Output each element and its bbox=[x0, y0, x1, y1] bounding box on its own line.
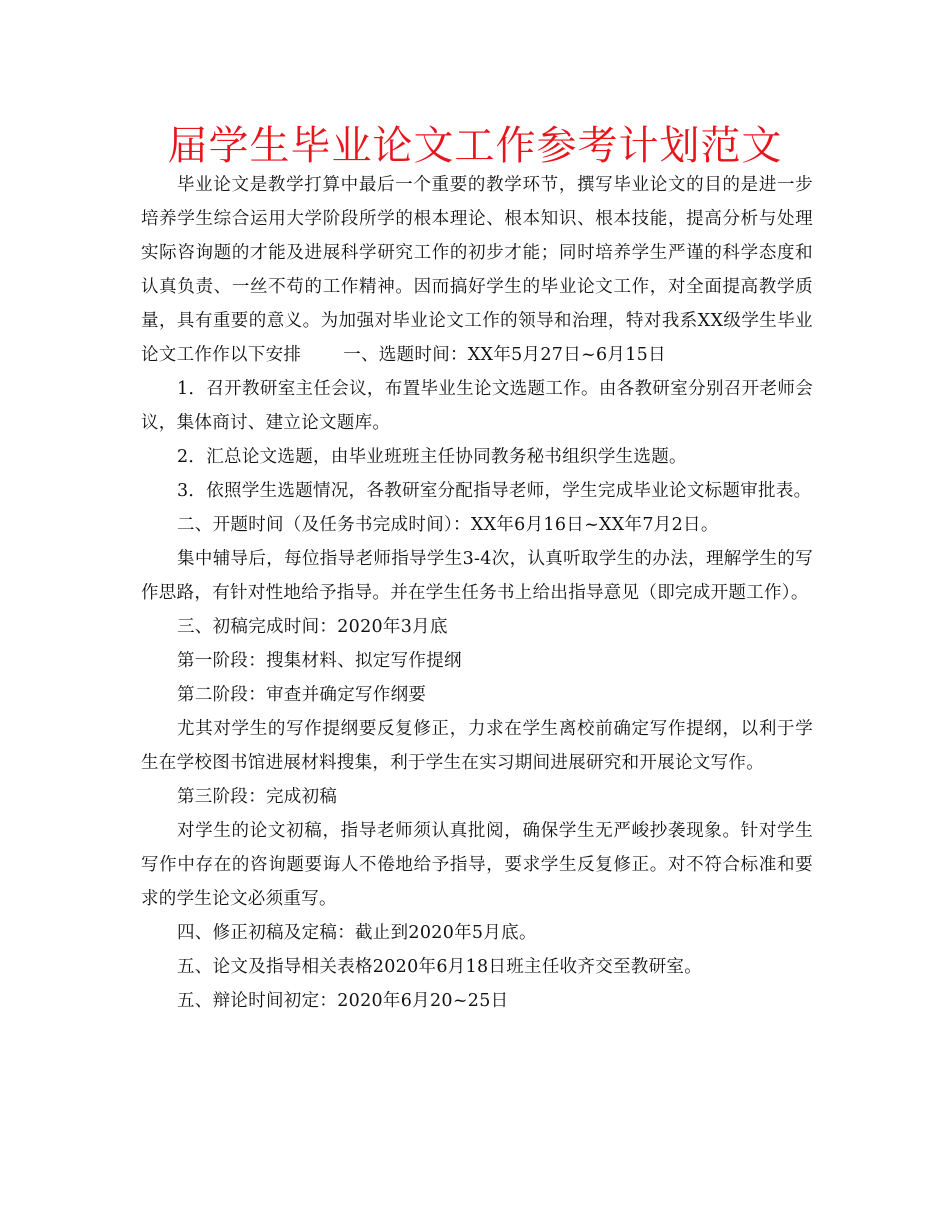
paragraph: 1．召开教研室主任会议，布置毕业生论文选题工作。由各教研室分别召开老师会议，集体商讨、建立论文题库。 bbox=[141, 379, 813, 433]
section-heading-topic-selection: 一、选题时间：XX年5月27日~6月15日 bbox=[343, 345, 666, 365]
paragraph: 2．汇总论文选题，由毕业班班主任协同教务秘书组织学生选题。 bbox=[177, 447, 687, 467]
paragraph: 3．依照学生选题情况，各教研室分配指导老师，学生完成毕业论文标题审批表。 bbox=[177, 481, 812, 501]
paragraph: 对学生的论文初稿，指导老师须认真批阅，确保学生无严峻抄袭现象。针对学生写作中存在的咨询题要诲人不倦地给予指导，要求学生反复修正。对不符合标准和要求的学生论文必须重写。 bbox=[141, 821, 813, 909]
stage-two: 第二阶段：审查并确定写作纲要 bbox=[177, 685, 427, 705]
paragraph: 集中辅导后，每位指导老师指导学生3-4次，认真听取学生的办法，理解学生的写作思路，有针对性地给予指导。并在学生任务书上给出指导意见（即完成开题工作）。 bbox=[141, 549, 813, 603]
intro-text: 毕业论文是教学打算中最后一个重要的教学环节，撰写毕业论文的目的是进一步培养学生综合运用大学阶段所学的根本理论、根本知识、根本技能，提高分析与处理实际咨询题的才能及进展科学研究工作的初步才能；同时培养学生严谨的科学态度和认真负责、一丝不苟的工作精神。因而搞好学生的毕业论文工作，对全面提高教学质量，具有重要的意义。为加强对毕业论文工作的领导和治理，特对我系XX级学生毕业论文工作作以下安排 bbox=[141, 175, 813, 365]
section-heading-first-draft: 三、初稿完成时间：2020年3月底 bbox=[177, 617, 448, 637]
stage-one: 第一阶段：搜集材料、拟定写作提纲 bbox=[177, 651, 462, 671]
document-body bbox=[141, 168, 813, 1018]
paragraph: 尤其对学生的写作提纲要反复修正，力求在学生离校前确定写作提纲，以利于学生在学校图书馆进展材料搜集，利于学生在实习期间进展研究和开展论文写作。 bbox=[141, 719, 813, 773]
section-heading-submission: 五、论文及指导相关表格2020年6月18日班主任收齐交至教研室。 bbox=[177, 957, 703, 977]
section-heading-revision: 四、修正初稿及定稿：截止到2020年5月底。 bbox=[177, 923, 537, 943]
intro-paragraph bbox=[141, 168, 813, 372]
stage-three: 第三阶段：完成初稿 bbox=[177, 787, 338, 807]
section-heading-defense: 五、辩论时间初定：2020年6月20~25日 bbox=[177, 991, 509, 1011]
document-title: 届学生毕业论文工作参考计划范文 bbox=[167, 123, 783, 169]
section-heading-proposal: 二、开题时间（及任务书完成时间）：XX年6月16日~XX年7月2日。 bbox=[177, 515, 719, 535]
